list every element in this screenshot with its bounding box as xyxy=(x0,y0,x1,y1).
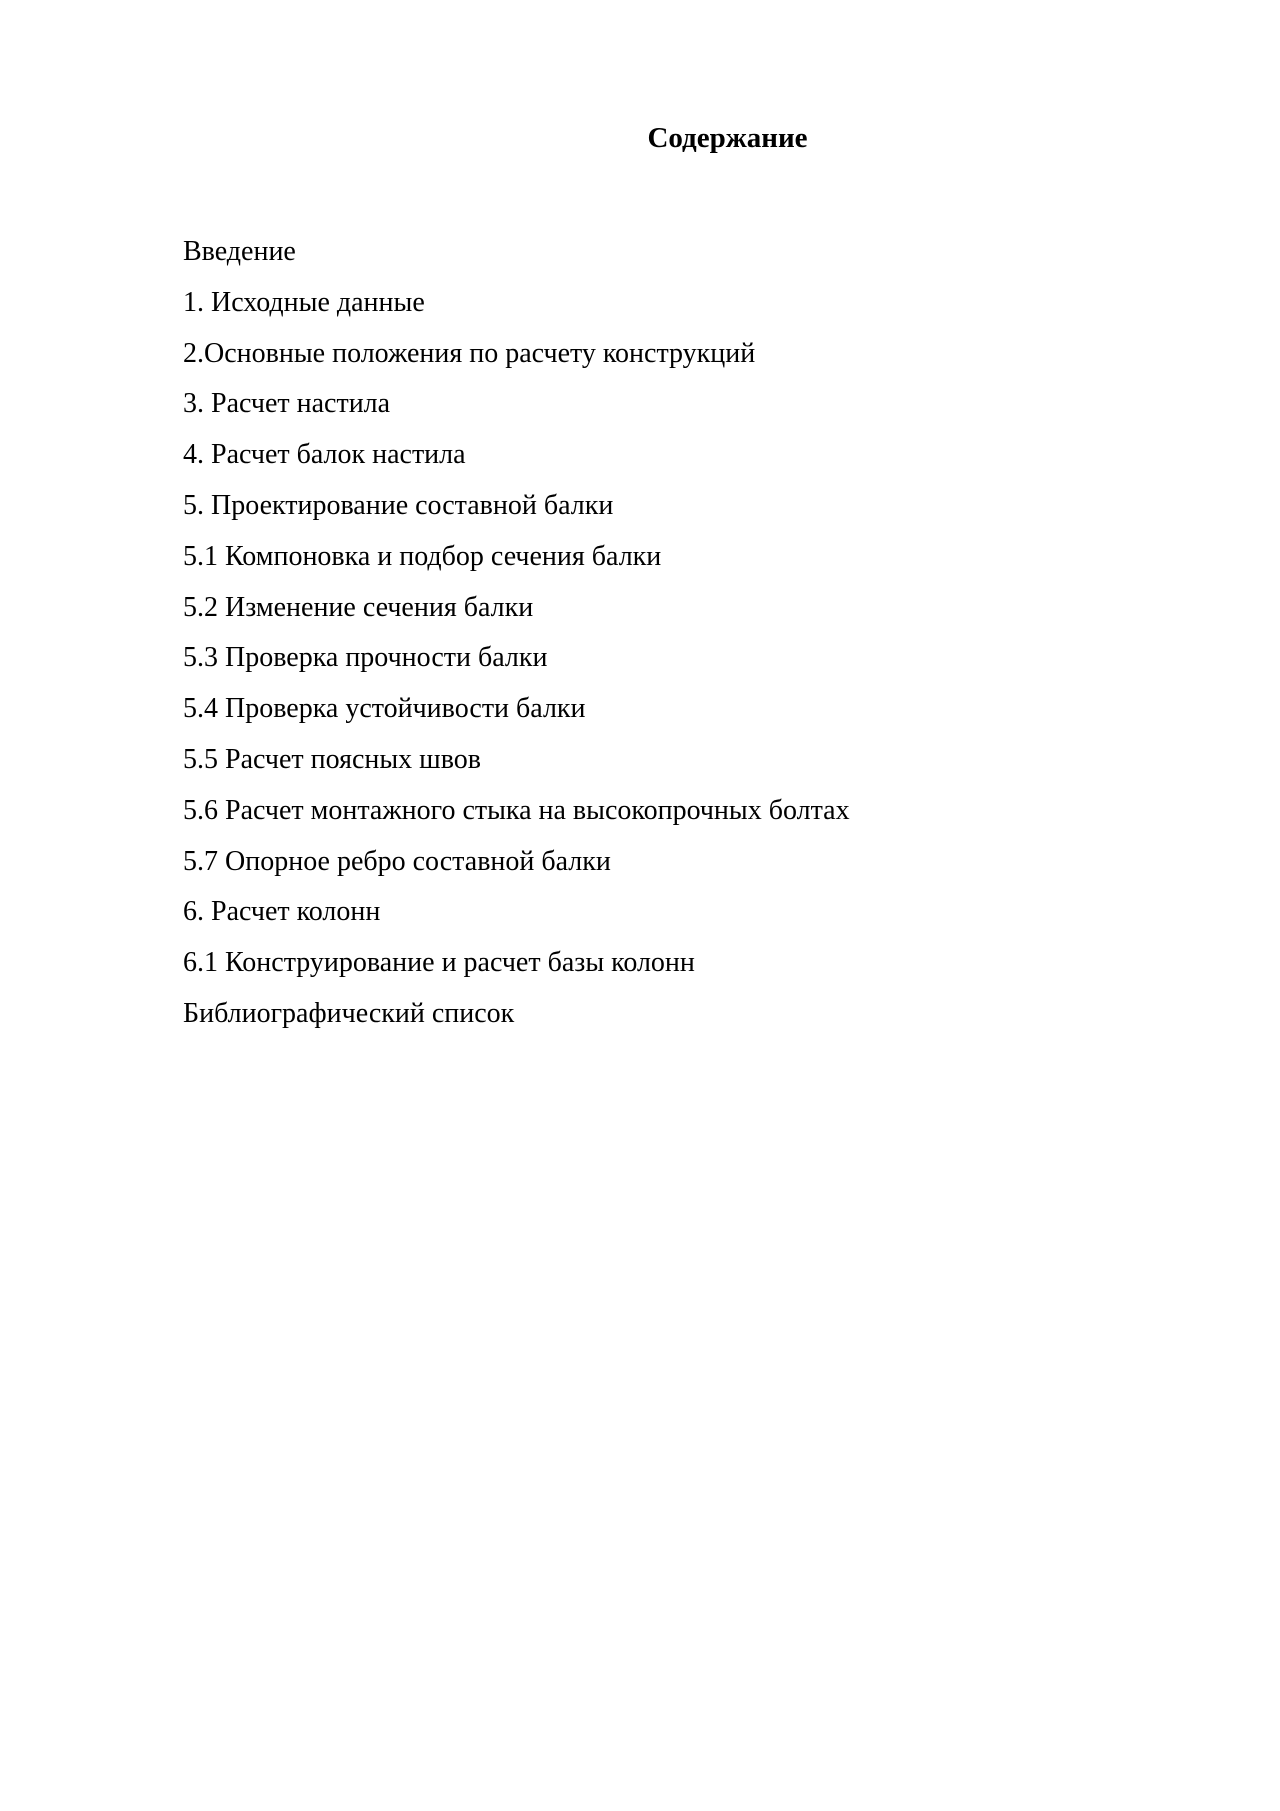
toc-item: 5.5 Расчет поясных швов xyxy=(183,743,481,775)
toc-item: Введение xyxy=(183,236,296,267)
toc-item: 4. Расчет балок настила xyxy=(183,439,466,471)
toc-item: 5.3 Проверка прочности балки xyxy=(183,642,548,674)
toc-item: 5.1 Компоновка и подбор сечения балки xyxy=(183,540,662,572)
toc-item: 2.Основные положения по расчету конструкций xyxy=(183,337,756,369)
toc-item: 5.4 Проверка устойчивости балки xyxy=(183,693,586,725)
toc-item: 6. Расчет колонн xyxy=(183,896,381,928)
toc-item: 3. Расчет настила xyxy=(183,388,391,420)
table-of-contents xyxy=(183,227,1183,1040)
toc-item: 1. Исходные данные xyxy=(183,286,425,318)
toc-item: 5.7 Опорное ребро составной балки xyxy=(183,845,611,877)
toc-item: 5. Проектирование составной балки xyxy=(183,489,614,521)
toc-item: 5.6 Расчет монтажного стыка на высокопрочных болтах xyxy=(183,794,850,826)
toc-item: 5.2 Изменение сечения балки xyxy=(183,591,534,623)
toc-item: 6.1 Конструирование и расчет базы колонн xyxy=(183,947,695,979)
page-title: Содержание xyxy=(647,122,808,154)
toc-item: Библиографический список xyxy=(183,997,515,1029)
